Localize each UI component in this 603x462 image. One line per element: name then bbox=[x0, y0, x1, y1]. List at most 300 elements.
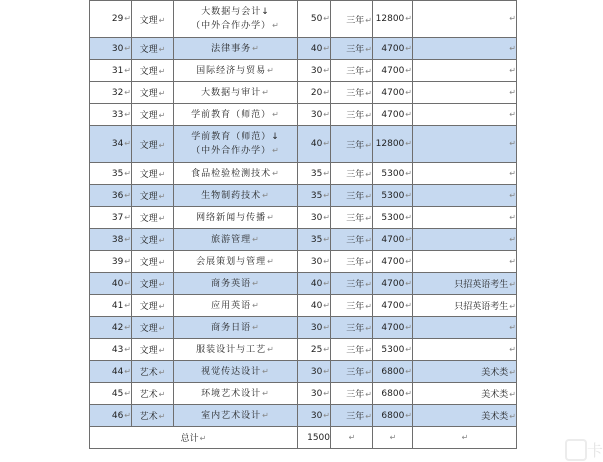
major-name bbox=[174, 60, 298, 82]
duration-text: 三年 bbox=[346, 324, 365, 334]
category-text: 文理 bbox=[139, 302, 158, 312]
return-mark-icon: ↵ bbox=[124, 278, 131, 288]
return-mark-icon: ↵ bbox=[365, 214, 372, 223]
return-mark-icon: ↵ bbox=[267, 344, 275, 354]
return-mark-icon: ↵ bbox=[124, 388, 131, 398]
enrollment bbox=[298, 361, 331, 383]
enrollment bbox=[298, 405, 331, 427]
return-mark-icon: ↵ bbox=[124, 256, 131, 266]
table-row bbox=[90, 38, 517, 60]
return-mark-icon: ↵ bbox=[158, 302, 166, 311]
return-mark-icon: ↵ bbox=[509, 139, 516, 148]
row-number bbox=[90, 251, 132, 273]
return-mark-icon: ↵ bbox=[124, 366, 131, 376]
category bbox=[132, 185, 174, 207]
return-mark-icon: ↵ bbox=[389, 432, 397, 442]
return-mark-icon: ↵ bbox=[262, 388, 270, 398]
enrollment-text: 40 bbox=[310, 43, 323, 54]
category-text: 文理 bbox=[139, 111, 158, 121]
tuition-fee-text: 4700 bbox=[381, 65, 405, 76]
tuition-fee-text: 5300 bbox=[381, 190, 405, 201]
row-number bbox=[90, 295, 132, 317]
duration bbox=[331, 405, 373, 427]
category bbox=[132, 405, 174, 427]
tuition-fee-text: 6800 bbox=[381, 388, 405, 399]
return-mark-icon: ↵ bbox=[509, 302, 516, 311]
remark bbox=[413, 82, 517, 104]
major-name-line: 食品检验检测技术 bbox=[191, 168, 272, 179]
return-mark-icon: ↵ bbox=[158, 258, 166, 267]
return-mark-icon: ↵ bbox=[405, 212, 412, 222]
remark bbox=[413, 251, 517, 273]
return-mark-icon: ↵ bbox=[348, 432, 356, 442]
tuition-fee-text: 4700 bbox=[381, 322, 405, 333]
major-name bbox=[174, 317, 298, 339]
category-text: 文理 bbox=[139, 45, 158, 55]
row-number-text: 30 bbox=[111, 43, 124, 54]
duration-text: 三年 bbox=[346, 15, 365, 26]
duration bbox=[331, 38, 373, 60]
category-text: 文理 bbox=[139, 324, 158, 334]
enrollment-text: 30 bbox=[310, 212, 323, 223]
return-mark-icon: ↵ bbox=[405, 410, 412, 420]
return-mark-icon: ↵ bbox=[405, 139, 412, 148]
row-number-text: 33 bbox=[111, 109, 124, 120]
return-mark-icon: ↵ bbox=[262, 190, 270, 200]
row-number-text: 43 bbox=[111, 344, 124, 355]
row-number-text: 41 bbox=[111, 300, 124, 311]
category-text: 艺术 bbox=[139, 368, 158, 378]
return-mark-icon: ↵ bbox=[158, 280, 166, 289]
return-mark-icon: ↵ bbox=[323, 410, 330, 420]
duration bbox=[331, 126, 373, 163]
category bbox=[132, 207, 174, 229]
table-row bbox=[90, 104, 517, 126]
return-mark-icon: ↵ bbox=[405, 256, 412, 266]
tuition-fee bbox=[373, 339, 413, 361]
category-text: 文理 bbox=[139, 258, 158, 268]
return-mark-icon: ↵ bbox=[158, 15, 166, 25]
major-name-line: 室内艺术设计 bbox=[201, 410, 262, 421]
return-mark-icon: ↵ bbox=[124, 87, 131, 97]
major-name-line: 学前教育（师范）↓ bbox=[191, 131, 280, 142]
return-mark-icon: ↵ bbox=[158, 45, 166, 54]
tuition-fee-text: 12800 bbox=[375, 14, 405, 24]
category bbox=[132, 126, 174, 163]
major-name-line: 生物制药技术 bbox=[201, 190, 262, 201]
enrollment-text: 30 bbox=[310, 410, 323, 421]
return-mark-icon: ↵ bbox=[124, 14, 131, 23]
row-number-text: 40 bbox=[111, 278, 124, 289]
return-mark-icon: ↵ bbox=[323, 234, 330, 244]
duration-text: 三年 bbox=[346, 412, 365, 422]
enrollment-text: 30 bbox=[310, 388, 323, 399]
return-mark-icon: ↵ bbox=[252, 300, 260, 310]
remark bbox=[413, 163, 517, 185]
return-mark-icon: ↵ bbox=[158, 140, 166, 150]
return-mark-icon: ↵ bbox=[405, 234, 412, 244]
table-row bbox=[90, 207, 517, 229]
table-row bbox=[90, 163, 517, 185]
return-mark-icon: ↵ bbox=[365, 236, 372, 245]
return-mark-icon: ↵ bbox=[272, 109, 280, 119]
major-name bbox=[174, 295, 298, 317]
table-row bbox=[90, 405, 517, 427]
category-text: 艺术 bbox=[139, 412, 158, 422]
row-number bbox=[90, 185, 132, 207]
row-number-text: 34 bbox=[111, 139, 124, 149]
return-mark-icon: ↵ bbox=[158, 236, 166, 245]
major-name bbox=[174, 383, 298, 405]
enrollment bbox=[298, 207, 331, 229]
row-number bbox=[90, 405, 132, 427]
category bbox=[132, 38, 174, 60]
category-text: 文理 bbox=[139, 67, 158, 77]
category-text: 文理 bbox=[139, 170, 158, 180]
category-text: 文理 bbox=[139, 15, 158, 26]
remark-text: 美术类 bbox=[481, 412, 509, 422]
category bbox=[132, 273, 174, 295]
table-row bbox=[90, 185, 517, 207]
enrollment-text: 40 bbox=[310, 139, 323, 149]
enrollment-text: 40 bbox=[310, 278, 323, 289]
table-row bbox=[90, 82, 517, 104]
return-mark-icon: ↵ bbox=[509, 412, 516, 421]
major-name bbox=[174, 104, 298, 126]
duration bbox=[331, 207, 373, 229]
category bbox=[132, 1, 174, 38]
enrollment-text: 30 bbox=[310, 366, 323, 377]
return-mark-icon: ↵ bbox=[365, 302, 372, 311]
tuition-fee-text: 4700 bbox=[381, 87, 405, 98]
return-mark-icon: ↵ bbox=[267, 256, 275, 266]
duration bbox=[331, 273, 373, 295]
enrollment bbox=[298, 251, 331, 273]
major-name-line: 大数据与审计 bbox=[201, 87, 262, 98]
return-mark-icon: ↵ bbox=[124, 109, 131, 119]
major-name-line: （中外合作办学） bbox=[191, 20, 272, 31]
duration-text: 三年 bbox=[346, 236, 365, 246]
category bbox=[132, 82, 174, 104]
enrollment bbox=[298, 104, 331, 126]
return-mark-icon: ↵ bbox=[405, 109, 412, 119]
duration bbox=[331, 229, 373, 251]
row-number bbox=[90, 38, 132, 60]
total-enrollment bbox=[298, 427, 331, 449]
tuition-fee bbox=[373, 126, 413, 163]
return-mark-icon: ↵ bbox=[252, 322, 260, 332]
category bbox=[132, 383, 174, 405]
enrollment bbox=[298, 229, 331, 251]
return-mark-icon: ↵ bbox=[158, 67, 166, 76]
row-number bbox=[90, 126, 132, 163]
return-mark-icon: ↵ bbox=[158, 412, 166, 421]
major-name bbox=[174, 207, 298, 229]
return-mark-icon: ↵ bbox=[405, 344, 412, 354]
tuition-fee bbox=[373, 383, 413, 405]
major-name-line: 视觉传达设计 bbox=[201, 366, 262, 377]
major-name-line: 环境艺术设计 bbox=[201, 388, 262, 399]
return-mark-icon: ↵ bbox=[323, 300, 330, 310]
return-mark-icon: ↵ bbox=[323, 65, 330, 75]
table-row bbox=[90, 361, 517, 383]
return-mark-icon: ↵ bbox=[509, 234, 516, 244]
return-mark-icon: ↵ bbox=[365, 45, 372, 54]
category-text: 文理 bbox=[139, 214, 158, 224]
tuition-fee-text: 4700 bbox=[381, 300, 405, 311]
return-mark-icon: ↵ bbox=[272, 168, 280, 178]
category-text: 文理 bbox=[139, 140, 158, 151]
return-mark-icon: ↵ bbox=[158, 89, 166, 98]
return-mark-icon: ↵ bbox=[365, 140, 372, 150]
row-number bbox=[90, 317, 132, 339]
enrollment bbox=[298, 273, 331, 295]
remark bbox=[413, 295, 517, 317]
return-mark-icon: ↵ bbox=[405, 168, 412, 178]
remark bbox=[413, 60, 517, 82]
category-text: 文理 bbox=[139, 89, 158, 99]
duration-text: 三年 bbox=[346, 89, 365, 99]
remark bbox=[413, 361, 517, 383]
return-mark-icon: ↵ bbox=[509, 390, 516, 399]
return-mark-icon: ↵ bbox=[323, 388, 330, 398]
table-row bbox=[90, 273, 517, 295]
remark bbox=[413, 229, 517, 251]
enrollment-text: 40 bbox=[310, 300, 323, 311]
duration-text: 三年 bbox=[346, 140, 365, 151]
return-mark-icon: ↵ bbox=[323, 278, 330, 288]
major-name bbox=[174, 405, 298, 427]
row-number bbox=[90, 273, 132, 295]
enrollment bbox=[298, 163, 331, 185]
tuition-fee bbox=[373, 251, 413, 273]
remark bbox=[413, 383, 517, 405]
category bbox=[132, 229, 174, 251]
row-number-text: 46 bbox=[111, 410, 124, 421]
major-name bbox=[174, 126, 298, 163]
return-mark-icon: ↵ bbox=[405, 366, 412, 376]
return-mark-icon: ↵ bbox=[509, 280, 516, 289]
duration bbox=[331, 251, 373, 273]
watermark-logo-icon bbox=[565, 439, 587, 461]
remark bbox=[413, 405, 517, 427]
tuition-fee bbox=[373, 207, 413, 229]
total-label bbox=[90, 427, 298, 449]
major-name bbox=[174, 229, 298, 251]
enrollment-text: 35 bbox=[310, 190, 323, 201]
return-mark-icon: ↵ bbox=[365, 67, 372, 76]
table-row bbox=[90, 317, 517, 339]
total-enrollment-text: 1500 bbox=[307, 432, 330, 443]
return-mark-icon: ↵ bbox=[365, 170, 372, 179]
major-name bbox=[174, 1, 298, 38]
remark bbox=[413, 1, 517, 38]
enrollment-text: 35 bbox=[310, 168, 323, 179]
duration-text: 三年 bbox=[346, 302, 365, 312]
major-name-line: 网络新闻与传播 bbox=[196, 212, 267, 223]
major-name bbox=[174, 361, 298, 383]
duration-text: 三年 bbox=[346, 368, 365, 378]
return-mark-icon: ↵ bbox=[405, 300, 412, 310]
return-mark-icon: ↵ bbox=[124, 212, 131, 222]
duration-text: 三年 bbox=[346, 170, 365, 180]
return-mark-icon: ↵ bbox=[365, 324, 372, 333]
duration bbox=[331, 361, 373, 383]
enrollment bbox=[298, 339, 331, 361]
enrollment bbox=[298, 82, 331, 104]
remark bbox=[413, 207, 517, 229]
category bbox=[132, 163, 174, 185]
table-row bbox=[90, 339, 517, 361]
row-number-text: 39 bbox=[111, 256, 124, 267]
table-row bbox=[90, 1, 517, 38]
tuition-fee bbox=[373, 317, 413, 339]
return-mark-icon: ↵ bbox=[365, 111, 372, 120]
category bbox=[132, 317, 174, 339]
enrollment bbox=[298, 60, 331, 82]
category-text: 文理 bbox=[139, 236, 158, 246]
return-mark-icon: ↵ bbox=[405, 322, 412, 332]
duration-text: 三年 bbox=[346, 258, 365, 268]
return-mark-icon: ↵ bbox=[158, 346, 166, 355]
return-mark-icon: ↵ bbox=[509, 168, 516, 178]
total-label-text: 总计 bbox=[180, 434, 199, 444]
enrollment-text: 20 bbox=[310, 87, 323, 98]
return-mark-icon: ↵ bbox=[365, 280, 372, 289]
return-mark-icon: ↵ bbox=[405, 43, 412, 53]
return-mark-icon: ↵ bbox=[124, 344, 131, 354]
table-row bbox=[90, 251, 517, 273]
remark bbox=[413, 273, 517, 295]
category-text: 文理 bbox=[139, 280, 158, 290]
remark-text: 美术类 bbox=[481, 368, 509, 378]
return-mark-icon: ↵ bbox=[323, 344, 330, 354]
return-mark-icon: ↵ bbox=[405, 87, 412, 97]
major-name-line: 商务英语 bbox=[211, 278, 252, 289]
table-row bbox=[90, 229, 517, 251]
major-name-line: 会展策划与管理 bbox=[196, 256, 267, 267]
return-mark-icon: ↵ bbox=[509, 212, 516, 222]
return-mark-icon: ↵ bbox=[323, 322, 330, 332]
return-mark-icon: ↵ bbox=[124, 65, 131, 75]
category bbox=[132, 295, 174, 317]
category bbox=[132, 251, 174, 273]
table-row bbox=[90, 295, 517, 317]
tuition-fee bbox=[373, 185, 413, 207]
return-mark-icon: ↵ bbox=[323, 366, 330, 376]
return-mark-icon: ↵ bbox=[124, 234, 131, 244]
duration bbox=[331, 185, 373, 207]
remark-text: 美术类 bbox=[481, 390, 509, 400]
remark-text: 只招英语考生 bbox=[454, 302, 509, 312]
return-mark-icon: ↵ bbox=[323, 14, 330, 23]
enrollment-text: 30 bbox=[310, 256, 323, 267]
tuition-fee-text: 4700 bbox=[381, 256, 405, 267]
duration-text: 三年 bbox=[346, 192, 365, 202]
major-name bbox=[174, 38, 298, 60]
return-mark-icon: ↵ bbox=[509, 87, 516, 97]
enrollment-text: 25 bbox=[310, 344, 323, 355]
return-mark-icon: ↵ bbox=[262, 87, 270, 97]
enrollment-text: 30 bbox=[310, 109, 323, 120]
tuition-fee bbox=[373, 60, 413, 82]
return-mark-icon: ↵ bbox=[323, 256, 330, 266]
return-mark-icon: ↵ bbox=[124, 410, 131, 420]
return-mark-icon: ↵ bbox=[158, 390, 166, 399]
remark bbox=[413, 126, 517, 163]
return-mark-icon: ↵ bbox=[461, 432, 469, 442]
admissions-plan-table bbox=[89, 0, 517, 449]
row-number-text: 32 bbox=[111, 87, 124, 98]
row-number bbox=[90, 229, 132, 251]
return-mark-icon: ↵ bbox=[509, 322, 516, 332]
duration-text: 三年 bbox=[346, 45, 365, 55]
major-name-line: 大数据与会计↓ bbox=[201, 6, 270, 17]
tuition-fee-text: 4700 bbox=[381, 109, 405, 120]
duration-text: 三年 bbox=[346, 214, 365, 224]
major-name bbox=[174, 339, 298, 361]
enrollment bbox=[298, 1, 331, 38]
return-mark-icon: ↵ bbox=[124, 322, 131, 332]
return-mark-icon: ↵ bbox=[124, 300, 131, 310]
return-mark-icon: ↵ bbox=[365, 15, 372, 25]
return-mark-icon: ↵ bbox=[365, 346, 372, 355]
table-row bbox=[90, 126, 517, 163]
row-number-text: 42 bbox=[111, 322, 124, 333]
return-mark-icon: ↵ bbox=[262, 410, 270, 420]
return-mark-icon: ↵ bbox=[252, 278, 260, 288]
total-remark bbox=[413, 427, 517, 449]
return-mark-icon: ↵ bbox=[323, 139, 330, 148]
duration-text: 三年 bbox=[346, 280, 365, 290]
enrollment-text: 30 bbox=[310, 65, 323, 76]
category-text: 艺术 bbox=[139, 390, 158, 400]
tuition-fee-text: 5300 bbox=[381, 168, 405, 179]
row-number bbox=[90, 104, 132, 126]
row-number bbox=[90, 60, 132, 82]
return-mark-icon: ↵ bbox=[158, 192, 166, 201]
return-mark-icon: ↵ bbox=[365, 89, 372, 98]
return-mark-icon: ↵ bbox=[323, 168, 330, 178]
return-mark-icon: ↵ bbox=[405, 14, 412, 23]
return-mark-icon: ↵ bbox=[158, 324, 166, 333]
return-mark-icon: ↵ bbox=[124, 168, 131, 178]
tuition-fee bbox=[373, 229, 413, 251]
duration bbox=[331, 82, 373, 104]
tuition-fee bbox=[373, 104, 413, 126]
row-number-text: 31 bbox=[111, 65, 124, 76]
tuition-fee-text: 12800 bbox=[375, 139, 405, 149]
enrollment-text: 30 bbox=[310, 322, 323, 333]
remark bbox=[413, 104, 517, 126]
duration bbox=[331, 60, 373, 82]
major-name-line: （中外合作办学） bbox=[191, 145, 272, 156]
row-number bbox=[90, 383, 132, 405]
tuition-fee bbox=[373, 82, 413, 104]
duration bbox=[331, 295, 373, 317]
tuition-fee bbox=[373, 38, 413, 60]
row-number bbox=[90, 82, 132, 104]
return-mark-icon: ↵ bbox=[365, 368, 372, 377]
major-name-line: 服装设计与工艺 bbox=[196, 344, 267, 355]
category-text: 文理 bbox=[139, 192, 158, 202]
enrollment bbox=[298, 185, 331, 207]
return-mark-icon: ↵ bbox=[509, 14, 516, 23]
row-number-text: 44 bbox=[111, 366, 124, 377]
row-number-text: 37 bbox=[111, 212, 124, 223]
return-mark-icon: ↵ bbox=[509, 256, 516, 266]
major-name-line: 商务日语 bbox=[211, 322, 252, 333]
